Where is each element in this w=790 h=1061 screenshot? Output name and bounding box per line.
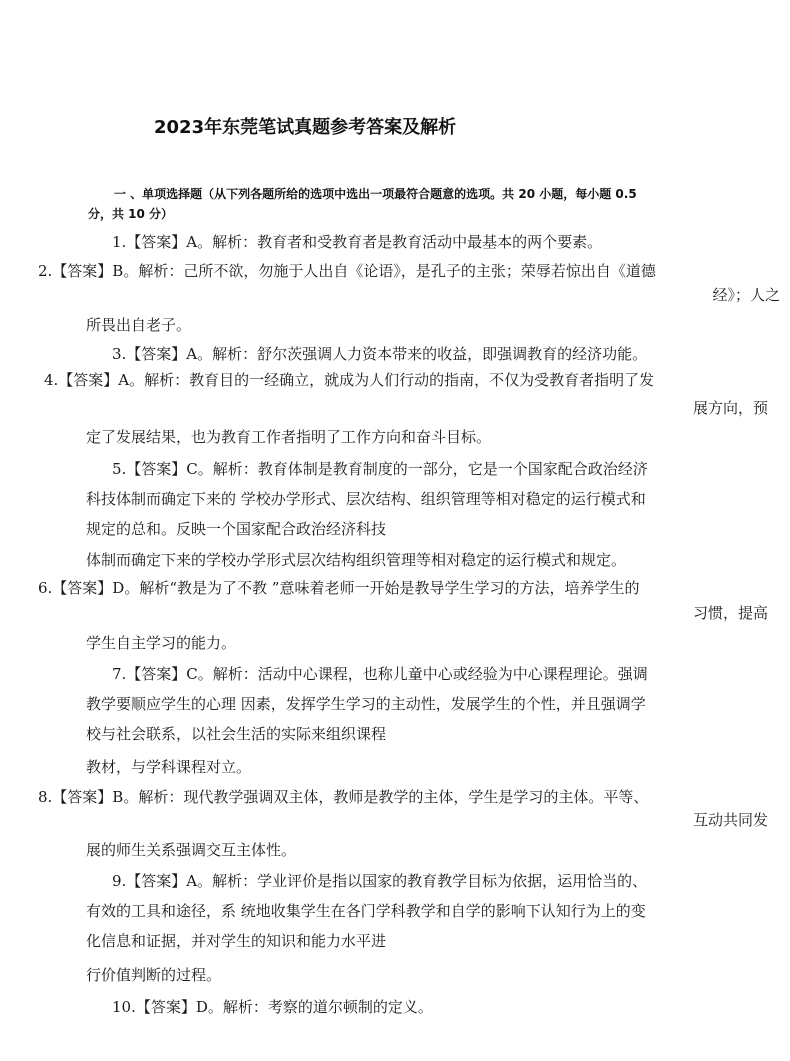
answer-8-line-2: 互动共同发 xyxy=(692,811,768,829)
answer-1-line-1: 1.【答案】A。解析：教育者和受教育者是教育活动中最基本的两个要素。 xyxy=(112,233,603,251)
answer-9-line-2: 有效的工具和途径，系 统地收集学生在各门学科教学和自学的影响下认知行为上的变 xyxy=(86,902,646,920)
answer-4-line-2: 展方向，预 xyxy=(692,399,768,417)
answer-5-line-2: 科技体制而确定下来的 学校办学形式、层次结构、组织管理等相对稳定的运行模式和 xyxy=(86,490,646,508)
document-title: 2023年东莞笔试真题参考答案及解析 xyxy=(154,117,457,138)
answer-6-line-1: 6.【答案】D。解析“教是为了不教 ”意味着老师一开始是教导学生学习的方法，培养学生的 xyxy=(38,579,640,597)
answer-7-line-1: 7.【答案】C。解析：活动中心课程，也称儿童中心或经验为中心课程理论。强调 xyxy=(112,665,648,683)
answer-6-line-2: 习惯，提高 xyxy=(692,604,768,622)
answer-8-line-1: 8.【答案】B。解析：现代教学强调双主体，教师是教学的主体，学生是学习的主体。平等、 xyxy=(38,788,649,806)
answer-9-line-1: 9.【答案】A。解析：学业评价是指以国家的教育教学目标为依据，运用恰当的、 xyxy=(112,872,648,890)
answer-4-line-3: 定了发展结果，也为教育工作者指明了工作方向和奋斗目标。 xyxy=(86,428,492,446)
answer-7-line-3: 校与社会联系，以社会生活的实际来组织课程 xyxy=(86,725,387,743)
answer-7-line-2: 教学要顺应学生的心理 因素，发挥学生学习的主动性，发展学生的个性，并且强调学 xyxy=(86,695,646,713)
answer-2-line-3: 所畏出自老子。 xyxy=(86,316,192,334)
section-heading-line-1: 一 、单项选择题（从下列各题所给的选项中选出一项最符合题意的选项。共 20 小题，每小题 0.5 xyxy=(114,187,637,201)
answer-5-line-4: 体制而确定下来的学校办学形式层次结构组织管理等相对稳定的运行模式和规定。 xyxy=(86,551,627,569)
answer-9-line-4: 行价值判断的过程。 xyxy=(86,966,222,984)
answer-3-line-1: 3.【答案】A。解析：舒尔茨强调人力资本带来的收益，即强调教育的经济功能。 xyxy=(112,345,648,363)
answer-5-line-3: 规定的总和。反映一个国家配合政治经济科技 xyxy=(86,520,387,538)
answer-5-line-1: 5.【答案】C。解析：教育体制是教育制度的一部分，它是一个国家配合政治经济 xyxy=(112,460,648,478)
answer-4-line-1: 4.【答案】A。解析：教育目的一经确立，就成为人们行动的指南，不仅为受教育者指明了发 xyxy=(44,371,655,389)
section-heading-line-2: 分，共 10 分） xyxy=(88,207,174,221)
answer-2-line-1: 2.【答案】B。解析：己所不欲，勿施于人出自《论语》，是孔子的主张；荣辱若惊出自《道德 xyxy=(38,262,656,280)
answer-10-line-1: 10.【答案】D。解析：考察的道尔顿制的定义。 xyxy=(112,998,433,1016)
answer-6-line-3: 学生自主学习的能力。 xyxy=(86,634,237,652)
answer-9-line-3: 化信息和证据，并对学生的知识和能力水平进 xyxy=(86,932,387,950)
answer-2-line-2: 经》；人之 xyxy=(712,286,780,304)
answer-8-line-3: 展的师生关系强调交互主体性。 xyxy=(86,841,297,859)
answer-7-line-4: 教材，与学科课程对立。 xyxy=(86,758,252,776)
